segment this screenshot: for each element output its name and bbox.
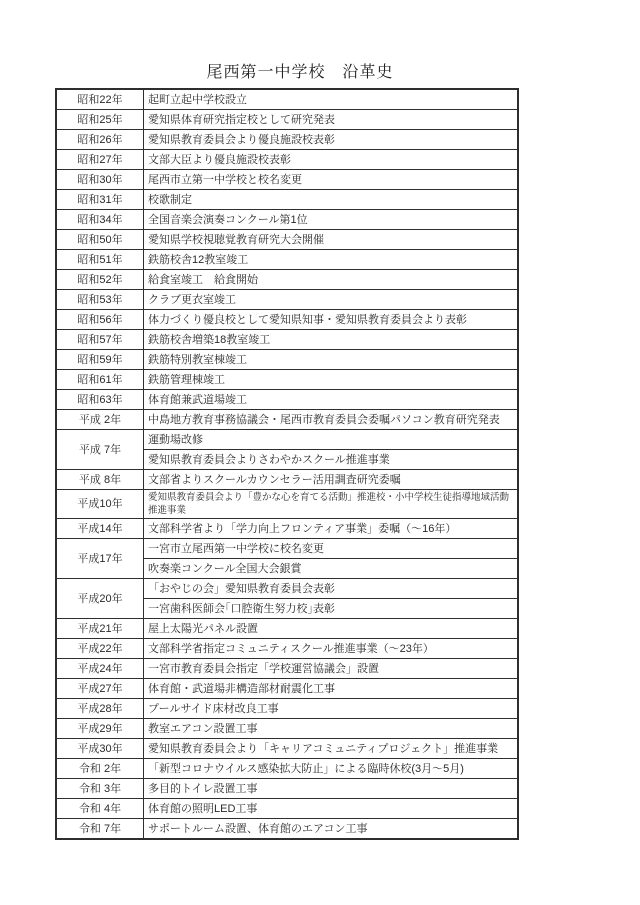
event-cell: 愛知県学校視聴覚教育研究大会開催 (144, 230, 519, 250)
event-cell: 体力づくり優良校として愛知県知事・愛知県教育委員会より表彰 (144, 310, 519, 330)
table-row (56, 579, 518, 599)
history-table (55, 88, 519, 840)
event-cell: 体育館の照明LED工事 (144, 799, 519, 819)
table-row (56, 470, 518, 490)
table-row (56, 679, 518, 699)
year-cell: 平成17年 (56, 539, 144, 579)
event-cell: 鉄筋校舎12教室竣工 (144, 250, 519, 270)
year-cell: 昭和31年 (56, 190, 144, 210)
page-title: 尾西第一中学校 沿革史 (206, 64, 394, 81)
event-cell: 文部大臣より優良施設校表彰 (144, 150, 519, 170)
table-row (56, 150, 518, 170)
event-cell: 体育館兼武道場竣工 (144, 390, 519, 410)
table-row (56, 699, 518, 719)
year-cell: 昭和27年 (56, 150, 144, 170)
event-cell: 体育館・武道場非構造部材耐震化工事 (144, 679, 519, 699)
event-cell: 多目的トイレ設置工事 (144, 779, 519, 799)
event-cell: 全国音楽会演奏コンクール第1位 (144, 210, 519, 230)
year-cell: 平成 7年 (56, 430, 144, 470)
year-cell: 昭和26年 (56, 130, 144, 150)
event-cell: 運動場改修 (144, 430, 519, 450)
event-cell: 教室エアコン設置工事 (144, 719, 519, 739)
history-table-body (56, 89, 518, 839)
event-cell: 愛知県体育研究指定校として研究発表 (144, 110, 519, 130)
event-cell: 一宮市教育委員会指定「学校運営協議会」設置 (144, 659, 519, 679)
event-cell: 文部科学省指定コミュニティスクール推進事業（～23年） (144, 639, 519, 659)
event-cell: サポートルーム設置、体育館のエアコン工事 (144, 819, 519, 840)
event-cell: 文部省よりスクールカウンセラー活用調査研究委嘱 (144, 470, 519, 490)
year-cell: 昭和52年 (56, 270, 144, 290)
year-cell: 昭和59年 (56, 350, 144, 370)
table-row (56, 639, 518, 659)
year-cell: 平成 2年 (56, 410, 144, 430)
year-cell: 昭和51年 (56, 250, 144, 270)
event-cell: 吹奏楽コンクール全国大会銀賞 (144, 559, 519, 579)
table-row (56, 370, 518, 390)
table-row (56, 89, 518, 110)
event-cell: 一宮歯科医師会｢口腔衛生努力校｣表彰 (144, 599, 519, 619)
year-cell: 令和 2年 (56, 759, 144, 779)
table-row (56, 310, 518, 330)
table-row (56, 110, 518, 130)
event-cell: 鉄筋特別教室棟竣工 (144, 350, 519, 370)
year-cell: 平成20年 (56, 579, 144, 619)
event-cell: クラブ更衣室竣工 (144, 290, 519, 310)
year-cell: 昭和53年 (56, 290, 144, 310)
event-cell: 「おやじの会」愛知県教育委員会表彰 (144, 579, 519, 599)
event-cell: 尾西市立第一中学校と校名変更 (144, 170, 519, 190)
table-row (56, 290, 518, 310)
year-cell: 平成29年 (56, 719, 144, 739)
event-cell: 校歌制定 (144, 190, 519, 210)
table-row (56, 539, 518, 559)
year-cell: 昭和50年 (56, 230, 144, 250)
event-cell: 愛知県教育委員会より「豊かな心を育てる活動」推進校・小中学校生徒指導地域活動推進事業 (144, 490, 519, 519)
table-row (56, 330, 518, 350)
year-cell: 昭和61年 (56, 370, 144, 390)
year-cell: 昭和25年 (56, 110, 144, 130)
event-cell: 中島地方教育事務協議会・尾西市教育委員会委嘱パソコン教育研究発表 (144, 410, 519, 430)
year-cell: 昭和63年 (56, 390, 144, 410)
event-cell: 愛知県教育委員会よりさわやかスクール推進事業 (144, 450, 519, 470)
event-cell: 愛知県教育委員会より優良施設校表彰 (144, 130, 519, 150)
table-row (56, 619, 518, 639)
event-cell: 給食室竣工 給食開始 (144, 270, 519, 290)
table-row (56, 210, 518, 230)
event-cell: 文部科学省より「学力向上フロンティア事業」委嘱（～16年） (144, 519, 519, 539)
table-row (56, 230, 518, 250)
table-row (56, 170, 518, 190)
event-cell: プールサイド床材改良工事 (144, 699, 519, 719)
year-cell: 令和 7年 (56, 819, 144, 840)
table-row (56, 350, 518, 370)
year-cell: 令和 4年 (56, 799, 144, 819)
year-cell: 平成22年 (56, 639, 144, 659)
table-row (56, 270, 518, 290)
table-row (56, 819, 518, 840)
year-cell: 昭和56年 (56, 310, 144, 330)
event-cell: 起町立起中学校設立 (144, 89, 519, 110)
year-cell: 平成 8年 (56, 470, 144, 490)
table-row (56, 250, 518, 270)
table-row (56, 659, 518, 679)
table-row (56, 719, 518, 739)
year-cell: 平成10年 (56, 490, 144, 519)
event-cell: 一宮市立尾西第一中学校に校名変更 (144, 539, 519, 559)
table-row (56, 799, 518, 819)
table-row (56, 779, 518, 799)
year-cell: 昭和30年 (56, 170, 144, 190)
year-cell: 平成21年 (56, 619, 144, 639)
table-row (56, 739, 518, 759)
year-cell: 平成24年 (56, 659, 144, 679)
table-row (56, 519, 518, 539)
event-cell: 鉄筋校舎増築18教室竣工 (144, 330, 519, 350)
table-row (56, 130, 518, 150)
event-cell: 屋上太陽光パネル設置 (144, 619, 519, 639)
year-cell: 令和 3年 (56, 779, 144, 799)
table-row (56, 759, 518, 779)
table-row (56, 390, 518, 410)
year-cell: 平成14年 (56, 519, 144, 539)
year-cell: 昭和57年 (56, 330, 144, 350)
table-row (56, 410, 518, 430)
table-row (56, 490, 518, 519)
table-row (56, 430, 518, 450)
year-cell: 平成27年 (56, 679, 144, 699)
event-cell: 愛知県教育委員会より「キャリアコミュニティプロジェクト」推進事業 (144, 739, 519, 759)
year-cell: 平成30年 (56, 739, 144, 759)
event-cell: 鉄筋管理棟竣工 (144, 370, 519, 390)
year-cell: 昭和34年 (56, 210, 144, 230)
table-row (56, 190, 518, 210)
year-cell: 昭和22年 (56, 89, 144, 110)
event-cell: 「新型コロナウイルス感染拡大防止」による臨時休校(3月～5月) (144, 759, 519, 779)
year-cell: 平成28年 (56, 699, 144, 719)
